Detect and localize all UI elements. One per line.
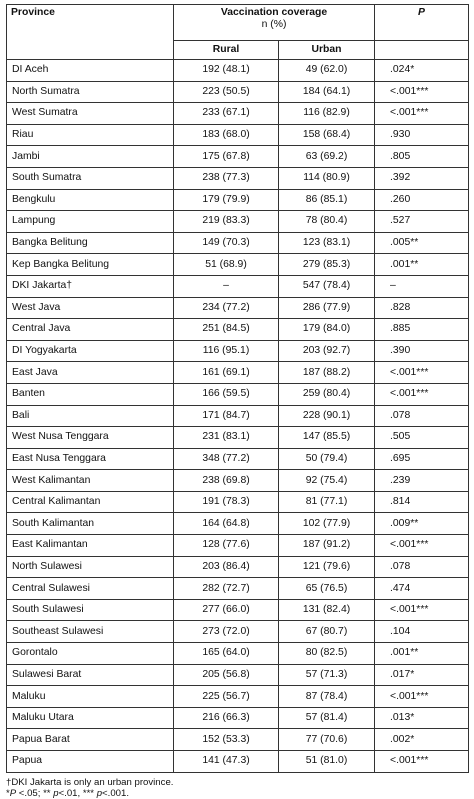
- cell-urban: 184 (64.1): [279, 81, 375, 103]
- header-p-value: [375, 5, 469, 41]
- cell-urban: 203 (92.7): [279, 340, 375, 362]
- cell-rural: 238 (69.8): [174, 470, 279, 492]
- cell-province: DKI Jakarta†: [7, 275, 174, 297]
- cell-rural: 128 (77.6): [174, 535, 279, 557]
- cell-province: Maluku: [7, 686, 174, 708]
- cell-province: Jambi: [7, 146, 174, 168]
- cell-rural: 234 (77.2): [174, 297, 279, 319]
- cell-province: Banten: [7, 383, 174, 405]
- table-row: [7, 405, 469, 427]
- cell-urban: 158 (68.4): [279, 124, 375, 146]
- cell-urban: 187 (88.2): [279, 362, 375, 384]
- table-row: [7, 643, 469, 665]
- cell-urban: 228 (90.1): [279, 405, 375, 427]
- cell-p-value: .474: [375, 578, 469, 600]
- cell-p-value: <.001***: [375, 599, 469, 621]
- cell-province: South Kalimantan: [7, 513, 174, 535]
- footnote-jakarta: †DKI Jakarta is only an urban province.: [6, 776, 174, 788]
- table-row: [7, 427, 469, 449]
- cell-urban: 102 (77.9): [279, 513, 375, 535]
- cell-p-value: .013*: [375, 707, 469, 729]
- cell-p-value: .001**: [375, 254, 469, 276]
- cell-province: East Java: [7, 362, 174, 384]
- cell-province: Central Java: [7, 319, 174, 341]
- cell-rural: 277 (66.0): [174, 599, 279, 621]
- cell-province: South Sulawesi: [7, 599, 174, 621]
- cell-rural: 251 (84.5): [174, 319, 279, 341]
- cell-rural: 205 (56.8): [174, 664, 279, 686]
- cell-province: East Kalimantan: [7, 535, 174, 557]
- table-row: [7, 275, 469, 297]
- table-row: [7, 729, 469, 751]
- cell-rural: 203 (86.4): [174, 556, 279, 578]
- header-rural: Rural: [174, 41, 279, 60]
- table-row: [7, 146, 469, 168]
- cell-p-value: .392: [375, 167, 469, 189]
- table-row: [7, 578, 469, 600]
- cell-p-value: <.001***: [375, 103, 469, 125]
- table-row: [7, 383, 469, 405]
- table-body: [7, 60, 469, 773]
- table-row: [7, 81, 469, 103]
- cell-urban: 49 (62.0): [279, 60, 375, 82]
- footnotes: [6, 777, 468, 799]
- table-row: [7, 470, 469, 492]
- cell-urban: 179 (84.0): [279, 319, 375, 341]
- table-row: [7, 340, 469, 362]
- cell-p-value: .695: [375, 448, 469, 470]
- table-row: [7, 448, 469, 470]
- cell-province: East Nusa Tenggara: [7, 448, 174, 470]
- cell-rural: 191 (78.3): [174, 491, 279, 513]
- cell-p-value: .078: [375, 556, 469, 578]
- cell-province: North Sumatra: [7, 81, 174, 103]
- cell-p-value: .505: [375, 427, 469, 449]
- cell-p-value: .024*: [375, 60, 469, 82]
- cell-rural: 116 (95.1): [174, 340, 279, 362]
- cell-province: West Sumatra: [7, 103, 174, 125]
- cell-province: South Sumatra: [7, 167, 174, 189]
- cell-p-value: .005**: [375, 232, 469, 254]
- table-row: [7, 686, 469, 708]
- table-row: [7, 60, 469, 82]
- cell-province: Papua: [7, 751, 174, 773]
- cell-rural: 225 (56.7): [174, 686, 279, 708]
- cell-rural: 348 (77.2): [174, 448, 279, 470]
- table-row: [7, 124, 469, 146]
- cell-province: Kep Bangka Belitung: [7, 254, 174, 276]
- cell-urban: 92 (75.4): [279, 470, 375, 492]
- cell-urban: 57 (71.3): [279, 664, 375, 686]
- cell-rural: 165 (64.0): [174, 643, 279, 665]
- cell-urban: 116 (82.9): [279, 103, 375, 125]
- cell-urban: 78 (80.4): [279, 211, 375, 233]
- cell-rural: 238 (77.3): [174, 167, 279, 189]
- cell-urban: 114 (80.9): [279, 167, 375, 189]
- cell-urban: 77 (70.6): [279, 729, 375, 751]
- cell-urban: 123 (83.1): [279, 232, 375, 254]
- table-row: [7, 491, 469, 513]
- cell-p-value: .017*: [375, 664, 469, 686]
- table-row: [7, 535, 469, 557]
- cell-rural: 231 (83.1): [174, 427, 279, 449]
- cell-province: West Nusa Tenggara: [7, 427, 174, 449]
- cell-urban: 87 (78.4): [279, 686, 375, 708]
- cell-rural: 282 (72.7): [174, 578, 279, 600]
- cell-urban: 259 (80.4): [279, 383, 375, 405]
- cell-urban: 547 (78.4): [279, 275, 375, 297]
- table-row: [7, 167, 469, 189]
- cell-urban: 81 (77.1): [279, 491, 375, 513]
- cell-p-value: <.001***: [375, 383, 469, 405]
- header-coverage-line2: n (%): [261, 19, 287, 30]
- cell-rural: 175 (67.8): [174, 146, 279, 168]
- cell-rural: –: [174, 275, 279, 297]
- cell-rural: 233 (67.1): [174, 103, 279, 125]
- cell-p-value: .828: [375, 297, 469, 319]
- cell-province: Bengkulu: [7, 189, 174, 211]
- cell-urban: 63 (69.2): [279, 146, 375, 168]
- cell-rural: 179 (79.9): [174, 189, 279, 211]
- cell-province: Bali: [7, 405, 174, 427]
- cell-urban: 67 (80.7): [279, 621, 375, 643]
- table-row: [7, 232, 469, 254]
- footnote-significance: *P <.05; ** p<.01, *** p<.001.: [6, 787, 129, 799]
- table-row: [7, 211, 469, 233]
- cell-province: Maluku Utara: [7, 707, 174, 729]
- table-row: [7, 599, 469, 621]
- header-urban: Urban: [279, 41, 375, 60]
- cell-rural: 152 (53.3): [174, 729, 279, 751]
- table-row: [7, 297, 469, 319]
- cell-rural: 273 (72.0): [174, 621, 279, 643]
- table-row: [7, 189, 469, 211]
- cell-province: Riau: [7, 124, 174, 146]
- table-row: [7, 707, 469, 729]
- cell-p-value: .104: [375, 621, 469, 643]
- cell-p-value: <.001***: [375, 535, 469, 557]
- cell-province: West Java: [7, 297, 174, 319]
- cell-rural: 171 (84.7): [174, 405, 279, 427]
- cell-urban: 147 (85.5): [279, 427, 375, 449]
- cell-urban: 286 (77.9): [279, 297, 375, 319]
- cell-p-value: .260: [375, 189, 469, 211]
- cell-p-value: .009**: [375, 513, 469, 535]
- cell-p-value: –: [375, 275, 469, 297]
- cell-province: Southeast Sulawesi: [7, 621, 174, 643]
- table-row: [7, 513, 469, 535]
- cell-p-value: .814: [375, 491, 469, 513]
- header-vaccination-coverage: [174, 5, 375, 41]
- cell-p-value: .239: [375, 470, 469, 492]
- cell-rural: 161 (69.1): [174, 362, 279, 384]
- cell-urban: 121 (79.6): [279, 556, 375, 578]
- cell-p-value: <.001***: [375, 81, 469, 103]
- cell-urban: 65 (76.5): [279, 578, 375, 600]
- cell-rural: 141 (47.3): [174, 751, 279, 773]
- cell-urban: 86 (85.1): [279, 189, 375, 211]
- header-coverage-line1: Vaccination coverage: [220, 7, 328, 18]
- cell-rural: 149 (70.3): [174, 232, 279, 254]
- table-row: [7, 254, 469, 276]
- cell-p-value: .001**: [375, 643, 469, 665]
- cell-urban: 80 (82.5): [279, 643, 375, 665]
- cell-p-value: .885: [375, 319, 469, 341]
- cell-p-value: .527: [375, 211, 469, 233]
- cell-rural: 51 (68.9): [174, 254, 279, 276]
- cell-province: Central Sulawesi: [7, 578, 174, 600]
- cell-p-value: .002*: [375, 729, 469, 751]
- cell-rural: 216 (66.3): [174, 707, 279, 729]
- cell-province: Papua Barat: [7, 729, 174, 751]
- cell-urban: 50 (79.4): [279, 448, 375, 470]
- table-row: [7, 751, 469, 773]
- cell-p-value: <.001***: [375, 362, 469, 384]
- cell-province: Gorontalo: [7, 643, 174, 665]
- cell-urban: 51 (81.0): [279, 751, 375, 773]
- cell-province: West Kalimantan: [7, 470, 174, 492]
- cell-province: DI Aceh: [7, 60, 174, 82]
- cell-province: Bangka Belitung: [7, 232, 174, 254]
- cell-urban: 57 (81.4): [279, 707, 375, 729]
- header-p-label: P: [418, 7, 425, 18]
- table-row: [7, 556, 469, 578]
- cell-rural: 192 (48.1): [174, 60, 279, 82]
- cell-province: DI Yogyakarta: [7, 340, 174, 362]
- table-row: [7, 362, 469, 384]
- cell-province: Lampung: [7, 211, 174, 233]
- table-row: [7, 664, 469, 686]
- cell-province: North Sulawesi: [7, 556, 174, 578]
- cell-urban: 279 (85.3): [279, 254, 375, 276]
- cell-rural: 166 (59.5): [174, 383, 279, 405]
- cell-province: Central Kalimantan: [7, 491, 174, 513]
- vaccination-table-document: [6, 4, 468, 799]
- cell-rural: 164 (64.8): [174, 513, 279, 535]
- cell-p-value: <.001***: [375, 751, 469, 773]
- header-p-empty: [375, 41, 469, 60]
- cell-rural: 183 (68.0): [174, 124, 279, 146]
- cell-p-value: .078: [375, 405, 469, 427]
- table-row: [7, 621, 469, 643]
- header-province: [7, 5, 174, 60]
- cell-urban: 131 (82.4): [279, 599, 375, 621]
- cell-p-value: <.001***: [375, 686, 469, 708]
- cell-urban: 187 (91.2): [279, 535, 375, 557]
- table-row: [7, 319, 469, 341]
- cell-province: Sulawesi Barat: [7, 664, 174, 686]
- header-province-label: Province: [11, 7, 55, 18]
- table-row: [7, 103, 469, 125]
- vaccination-coverage-table: [6, 4, 469, 773]
- cell-rural: 223 (50.5): [174, 81, 279, 103]
- cell-p-value: .805: [375, 146, 469, 168]
- cell-rural: 219 (83.3): [174, 211, 279, 233]
- cell-p-value: .390: [375, 340, 469, 362]
- cell-p-value: .930: [375, 124, 469, 146]
